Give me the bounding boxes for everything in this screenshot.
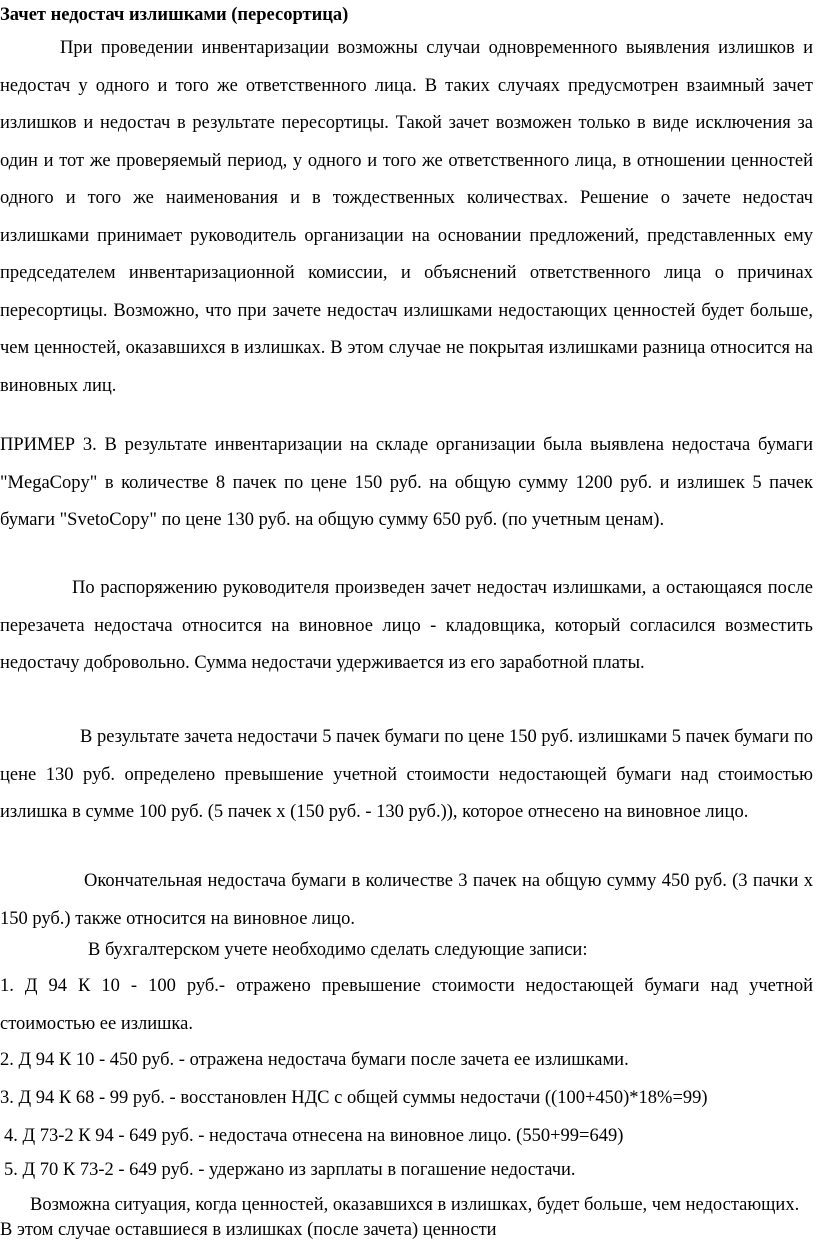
entry-5: 5. Д 70 К 73-2 - 649 руб. - удержано из зарплаты в погашение недостачи. — [4, 1160, 576, 1180]
entry-4: 4. Д 73-2 К 94 - 649 руб. - недостача отнесена на виновное лицо. (550+99=649) — [4, 1126, 624, 1146]
paragraph-intro: При проведении инвентаризации возможны случаи одновременного выявления излишков и недостач у одного и того же ответственного лица. В таких случаях предусмотрен взаимный зачет излишков и недостач в результате пересортицы. Такой зачет возможен только в виде исключения за один и тот же проверяемый период, у одного и того же ответственного лица, в отношении ценностей одного и того же наименования и в тождественных количествах. Решение о зачете недостач излишками принимает руководитель организации на основании предложений, представленных ему председателем инвентаризационной комиссии, и объяснений ответственного лица о причинах пересортицы. Возможно, что при зачете недостач излишками недостающих ценностей будет больше, чем ценностей, оказавшихся в излишках. В этом случае не покрытая излишками разница относится на виновных лиц. — [0, 38, 813, 396]
entry-3: 3. Д 94 К 68 - 99 руб. - восстановлен НДС с общей суммы недостачи ((100+450)*18%=99) — [0, 1088, 708, 1108]
paragraph-entries-intro: В бухгалтерском учете необходимо сделать следующие записи: — [88, 940, 588, 960]
paragraph-offset-result: В результате зачета недостачи 5 пачек бумаги по цене 150 руб. излишками 5 пачек бумаги по цене 130 руб. определено превышение учетной стоимости недостающей бумаги над стоимостью излишка в сумме 100 руб. (5 пачек х (150 руб. - 130 руб.)), которое отнесено на виновное лицо. — [0, 727, 813, 822]
paragraph-surplus-case: Возможна ситуация, когда ценностей, оказавшихся в излишках, будет больше, чем недостающих. В этом случае оставшиеся в излишках (после зачета) ценности — [0, 1195, 800, 1240]
paragraph-example-3: ПРИМЕР 3. В результате инвентаризации на складе организации была выявлена недостача бумаги "MegaCopy" в количестве 8 пачек по цене 150 руб. на общую сумму 1200 руб. и излишек 5 пачек бумаги "SvetoCopy" по цене 130 руб. на общую сумму 650 руб. (по учетным ценам). — [0, 435, 813, 530]
paragraph-final-shortage: Окончательная недостача бумаги в количестве 3 пачек на общую сумму 450 руб. (3 пачки х 150 руб.) также относится на виновное лицо. — [0, 871, 813, 929]
document-heading: Зачет недостач излишками (пересортица) — [0, 5, 349, 25]
entry-1: 1. Д 94 К 10 - 100 руб.- отражено превышение стоимости недостающей бумаги над учетной стоимостью ее излишка. — [0, 976, 813, 1034]
paragraph-order: По распоряжению руководителя произведен зачет недостач излишками, а остающаяся после перезачета недостача относится на виновное лицо - кладовщика, который согласился возместить недостачу добровольно. Сумма недостачи удерживается из его заработной платы. — [0, 578, 813, 673]
entry-2: 2. Д 94 К 10 - 450 руб. - отражена недостача бумаги после зачета ее излишками. — [0, 1050, 629, 1070]
